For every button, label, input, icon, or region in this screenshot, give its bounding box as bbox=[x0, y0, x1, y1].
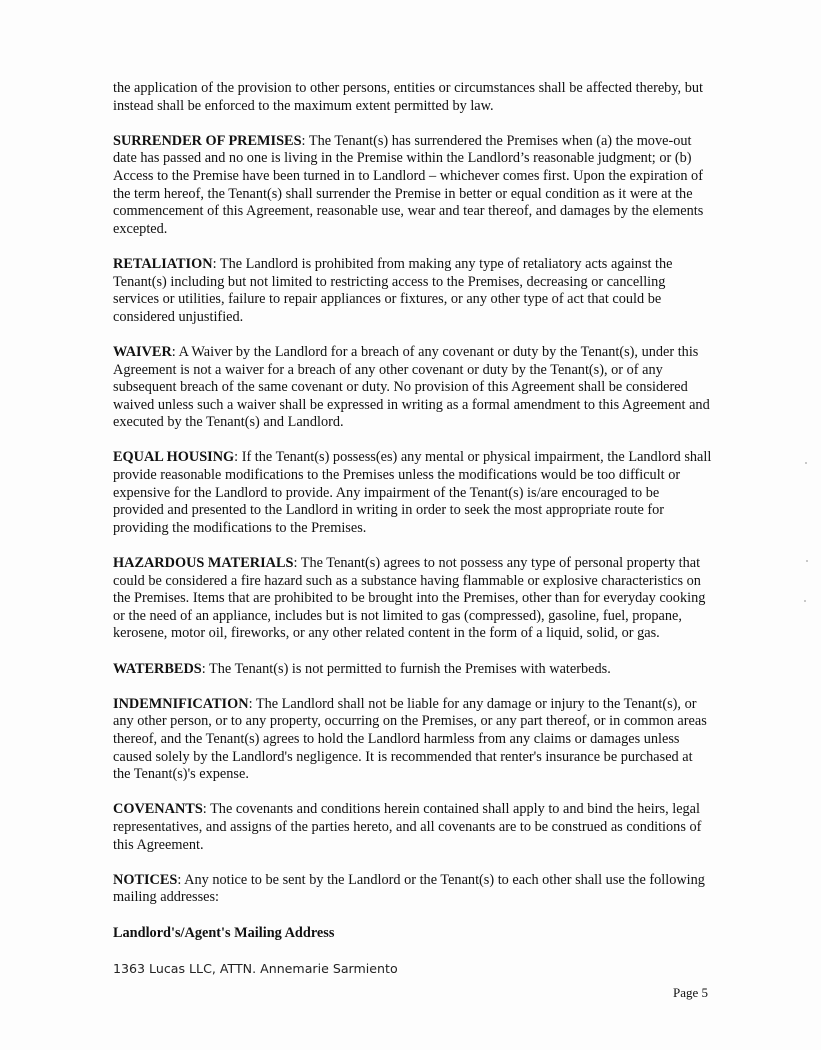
section-heading: HAZARDOUS MATERIALS bbox=[113, 555, 294, 572]
section-text: The Landlord is prohibited from making any type of retaliatory acts against the Tenant(s) including but not limited to restricting access to the Premises, decreasing or cancelling services or utilities, failure to repair appliances or fixtures, or any other type of act that could be considered unjustified. bbox=[113, 255, 673, 325]
section-waiver: WAIVER: A Waiver by the Landlord for a breach of any covenant or duty by the Tenant(s), under this Agreement is not a waiver for a breach of any other covenant or duty by the Tenant(s), or of any subsequent breach of the same covenant or duty. No provision of this Agreement shall be considered waived unless such a waiver shall be expressed in writing as a formal amendment to this Agreement and executed by the Tenant(s) and Landlord. bbox=[113, 343, 710, 431]
section-text: The Tenant(s) agrees to not possess any type of personal property that could be considered a fire hazard such as a substance having flammable or explosive characteristics on the Premises. Items that are prohibited to be brought into the Premises, other than for everyday cooking or the need of an appliance, includes but is not limited to gas (compressed), gasoline, fuel, propane, kerosene, motor oil, fireworks, or any other related content in the form of a liquid, solid, or gas. bbox=[113, 555, 706, 642]
scan-speck bbox=[806, 560, 808, 562]
section-text: A Waiver by the Landlord for a breach of any covenant or duty by the Tenant(s), under this Agreement is not a waiver for a breach of any other covenant or duty by the Tenant(s), or of any subsequent breach of the same covenant or duty. No provision of this Agreement shall be considered waived unless such a waiver shall be expressed in writing as a formal amendment to this Agreement and executed by the Tenant(s) and Landlord. bbox=[113, 343, 710, 431]
section-heading: EQUAL HOUSING bbox=[113, 449, 235, 466]
section-covenants: COVENANTS: The covenants and conditions herein contained shall apply to and bind the heirs, legal representatives, and assigns of the parties hereto, and all covenants are to be construed as conditions of this Agreement. bbox=[113, 801, 702, 853]
section-text: The Landlord shall not be liable for any damage or injury to the Tenant(s), or any other person, or to any property, occurring on the Premises, or any part thereof, or in common areas thereof, and the Tenant(s) agrees to hold the Landlord harmless from any claims or damages unless caused solely by the Landlord's negligence. It is recommended that renter's insurance be purchased at the Tenant(s)'s expense. bbox=[113, 695, 707, 783]
mailing-address-value: 1363 Lucas LLC, ATTN. Annemarie Sarmiento bbox=[113, 960, 398, 976]
section-equal-housing: EQUAL HOUSING: If the Tenant(s) possess(es) any mental or physical impairment, the Landlord shall provide reasonable modifications to the Premises unless the modifications would be too difficult or expensive for the Landlord to provide. Any impairment of the Tenant(s) is/are encouraged to be provided and presented to the Landlord in writing in order to seek the most appropriate route for providing the modifications to the Premises. bbox=[113, 449, 712, 536]
scan-speck bbox=[804, 600, 806, 602]
section-heading: WAIVER bbox=[113, 343, 172, 360]
section-heading: COVENANTS bbox=[113, 801, 203, 818]
section-heading: WATERBEDS bbox=[113, 660, 202, 677]
section-text: If the Tenant(s) possess(es) any mental or physical impairment, the Landlord shall provide reasonable modifications to the Premises unless the modifications would be too difficult or expensive for the Landlord to provide. Any impairment of the Tenant(s) is/are encouraged to be provided and presented to the Landlord in writing in order to seek the most appropriate route for providing the modifications to the Premises. bbox=[113, 449, 712, 536]
section-notices: NOTICES: Any notice to be sent by the Landlord or the Tenant(s) to each other shall use the following mailing addresses: bbox=[113, 871, 705, 906]
section-waterbeds: WATERBEDS: The Tenant(s) is not permitted to furnish the Premises with waterbeds. bbox=[113, 660, 611, 677]
opening-paragraph bbox=[113, 80, 713, 115]
section-heading: INDEMNIFICATION bbox=[113, 695, 249, 712]
page-number: Page 5 bbox=[673, 985, 709, 1000]
section-heading: NOTICES bbox=[113, 871, 178, 888]
section-text: The Tenant(s) has surrendered the Premises when (a) the move-out date has passed and no one is living in the Premise within the Landlord’s reasonable judgment; or (b) Access to the Premise have been turned in to Landlord – whichever comes first. Upon the expiration of the term hereof, the Tenant(s) shall surrender the Premise in better or equal condition as it were at the commencement of this Agreement, reasonable use, wear and tear thereof, and damages by the elements excepted. bbox=[113, 132, 704, 237]
section-heading: RETALIATION bbox=[113, 255, 213, 272]
section-text: Any notice to be sent by the Landlord or the Tenant(s) to each other shall use the following mailing addresses: bbox=[113, 871, 705, 906]
section-surrender-of-premises: SURRENDER OF PREMISES: The Tenant(s) has surrendered the Premises when (a) the move-out date has passed and no one is living in the Premise within the Landlord’s reasonable judgment; or (b) Access to the Premise have been turned in to Landlord – whichever comes first. Upon the expiration of the term hereof, the Tenant(s) shall surrender the Premise in better or equal condition as it were at the commencement of this Agreement, reasonable use, wear and tear thereof, and damages by the elements excepted. bbox=[113, 132, 704, 237]
section-hazardous-materials: HAZARDOUS MATERIALS: The Tenant(s) agrees to not possess any type of personal property that could be considered a fire hazard such as a substance having flammable or explosive characteristics on the Premises. Items that are prohibited to be brought into the Premises, other than for everyday cooking or the need of an appliance, includes but is not limited to gas (compressed), gasoline, fuel, propane, kerosene, motor oil, fireworks, or any other related content in the form of a liquid, solid, or gas. bbox=[113, 555, 706, 642]
section-text: The Tenant(s) is not permitted to furnish the Premises with waterbeds. bbox=[209, 660, 611, 677]
mailing-address-title: Landlord's/Agent's Mailing Address bbox=[113, 924, 335, 941]
section-retaliation: RETALIATION: The Landlord is prohibited from making any type of retaliatory acts against the Tenant(s) including but not limited to restricting access to the Premises, decreasing or cancelling services or utilities, failure to repair appliances or fixtures, or any other type of act that could be considered unjustified. bbox=[113, 255, 673, 325]
section-indemnification: INDEMNIFICATION: The Landlord shall not be liable for any damage or injury to the Tenant(s), or any other person, or to any property, occurring on the Premises, or any part thereof, or in common areas thereof, and the Tenant(s) agrees to hold the Landlord harmless from any claims or damages unless caused solely by the Landlord's negligence. It is recommended that renter's insurance be purchased at the Tenant(s)'s expense. bbox=[113, 695, 707, 783]
scan-speck bbox=[805, 462, 807, 464]
section-heading: SURRENDER OF PREMISES bbox=[113, 132, 302, 149]
document-body bbox=[113, 80, 713, 977]
section-text: The covenants and conditions herein contained shall apply to and bind the heirs, legal representatives, and assigns of the parties hereto, and all covenants are to be construed as conditions of this Agreement. bbox=[113, 801, 702, 853]
opening-text: the application of the provision to other persons, entities or circumstances shall be affected thereby, but instead shall be enforced to the maximum extent permitted by law. bbox=[113, 80, 703, 114]
